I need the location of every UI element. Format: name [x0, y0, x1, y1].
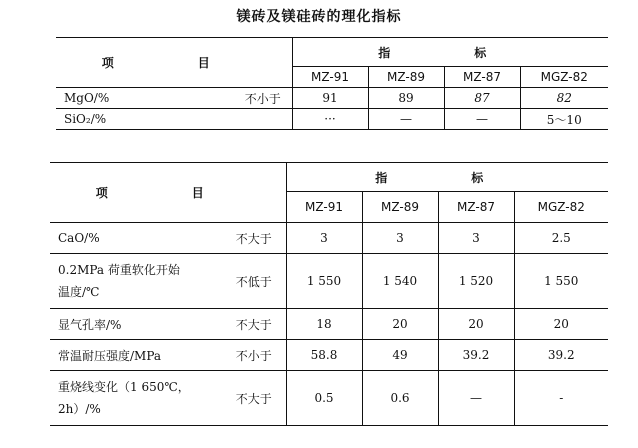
table-magnesia-brick-2: [50, 162, 608, 426]
item-header: 项 目: [95, 186, 240, 200]
cell-value: 20: [362, 309, 438, 340]
cell-value: 20: [514, 309, 608, 340]
row-condition: 不大于: [222, 371, 286, 426]
cell-value: 0.5: [286, 371, 362, 426]
row-item: [50, 371, 222, 426]
row-item: [50, 254, 222, 309]
item-header-cell: [56, 38, 292, 88]
cell-value: 3: [362, 223, 438, 254]
cell-value: 58.8: [286, 340, 362, 371]
row-item: MgO/%: [56, 88, 234, 109]
cell-value: —: [438, 371, 514, 426]
cell-value: 3: [286, 223, 362, 254]
row-condition: 不低于: [222, 254, 286, 309]
item-header-cell: [50, 163, 286, 223]
grade-header: MZ-89: [362, 192, 438, 223]
row-condition: 不小于: [222, 340, 286, 371]
row-item: 显气孔率/%: [50, 309, 222, 340]
row-item-line2: 温度/℃: [58, 285, 100, 299]
cell-value: 91: [292, 88, 368, 109]
row-condition: [234, 109, 292, 130]
indicator-header: 指 标: [378, 45, 523, 60]
cell-value: 5～10: [520, 109, 608, 130]
grade-header: MGZ-82: [514, 192, 608, 223]
cell-value: 18: [286, 309, 362, 340]
cell-value: 20: [438, 309, 514, 340]
table-title: 镁砖及镁硅砖的理化指标: [236, 9, 402, 25]
cell-value: ···: [292, 109, 368, 130]
cell-value: 1 550: [286, 254, 362, 309]
indicator-header-cell: [286, 163, 608, 192]
cell-value: —: [444, 109, 520, 130]
grade-header: MZ-87: [444, 67, 520, 88]
cell-value: 1 540: [362, 254, 438, 309]
row-item: 常温耐压强度/MPa: [50, 340, 222, 371]
grade-header: MZ-91: [292, 67, 368, 88]
grade-header: MZ-91: [286, 192, 362, 223]
grade-header: MZ-89: [368, 67, 444, 88]
item-header: 项 目: [101, 56, 246, 70]
table-magnesia-brick-1: [56, 37, 608, 130]
row-item-line1: 0.2MPa 荷重软化开始: [58, 263, 180, 277]
indicator-header-cell: [292, 38, 608, 67]
cell-value: -: [514, 371, 608, 426]
cell-value: 1 550: [514, 254, 608, 309]
grade-header: MGZ-82: [520, 67, 608, 88]
row-item: SiO₂/%: [56, 109, 234, 130]
row-condition: 不大于: [222, 309, 286, 340]
cell-value: —: [368, 109, 444, 130]
cell-value: 39.2: [438, 340, 514, 371]
cell-value: 2.5: [514, 223, 608, 254]
indicator-header: 指 标: [375, 170, 520, 185]
cell-value: 82: [520, 88, 608, 109]
row-condition: 不小于: [234, 88, 292, 109]
cell-value: 87: [444, 88, 520, 109]
cell-value: 3: [438, 223, 514, 254]
cell-value: 39.2: [514, 340, 608, 371]
cell-value: 1 520: [438, 254, 514, 309]
cell-value: 89: [368, 88, 444, 109]
cell-value: 0.6: [362, 371, 438, 426]
row-item-line1: 重烧线变化（1 650℃，: [58, 380, 190, 394]
cell-value: 49: [362, 340, 438, 371]
row-condition: 不大于: [222, 223, 286, 254]
row-item: CaO/%: [50, 223, 222, 254]
grade-header: MZ-87: [438, 192, 514, 223]
row-item-line2: 2h）/%: [58, 402, 101, 416]
